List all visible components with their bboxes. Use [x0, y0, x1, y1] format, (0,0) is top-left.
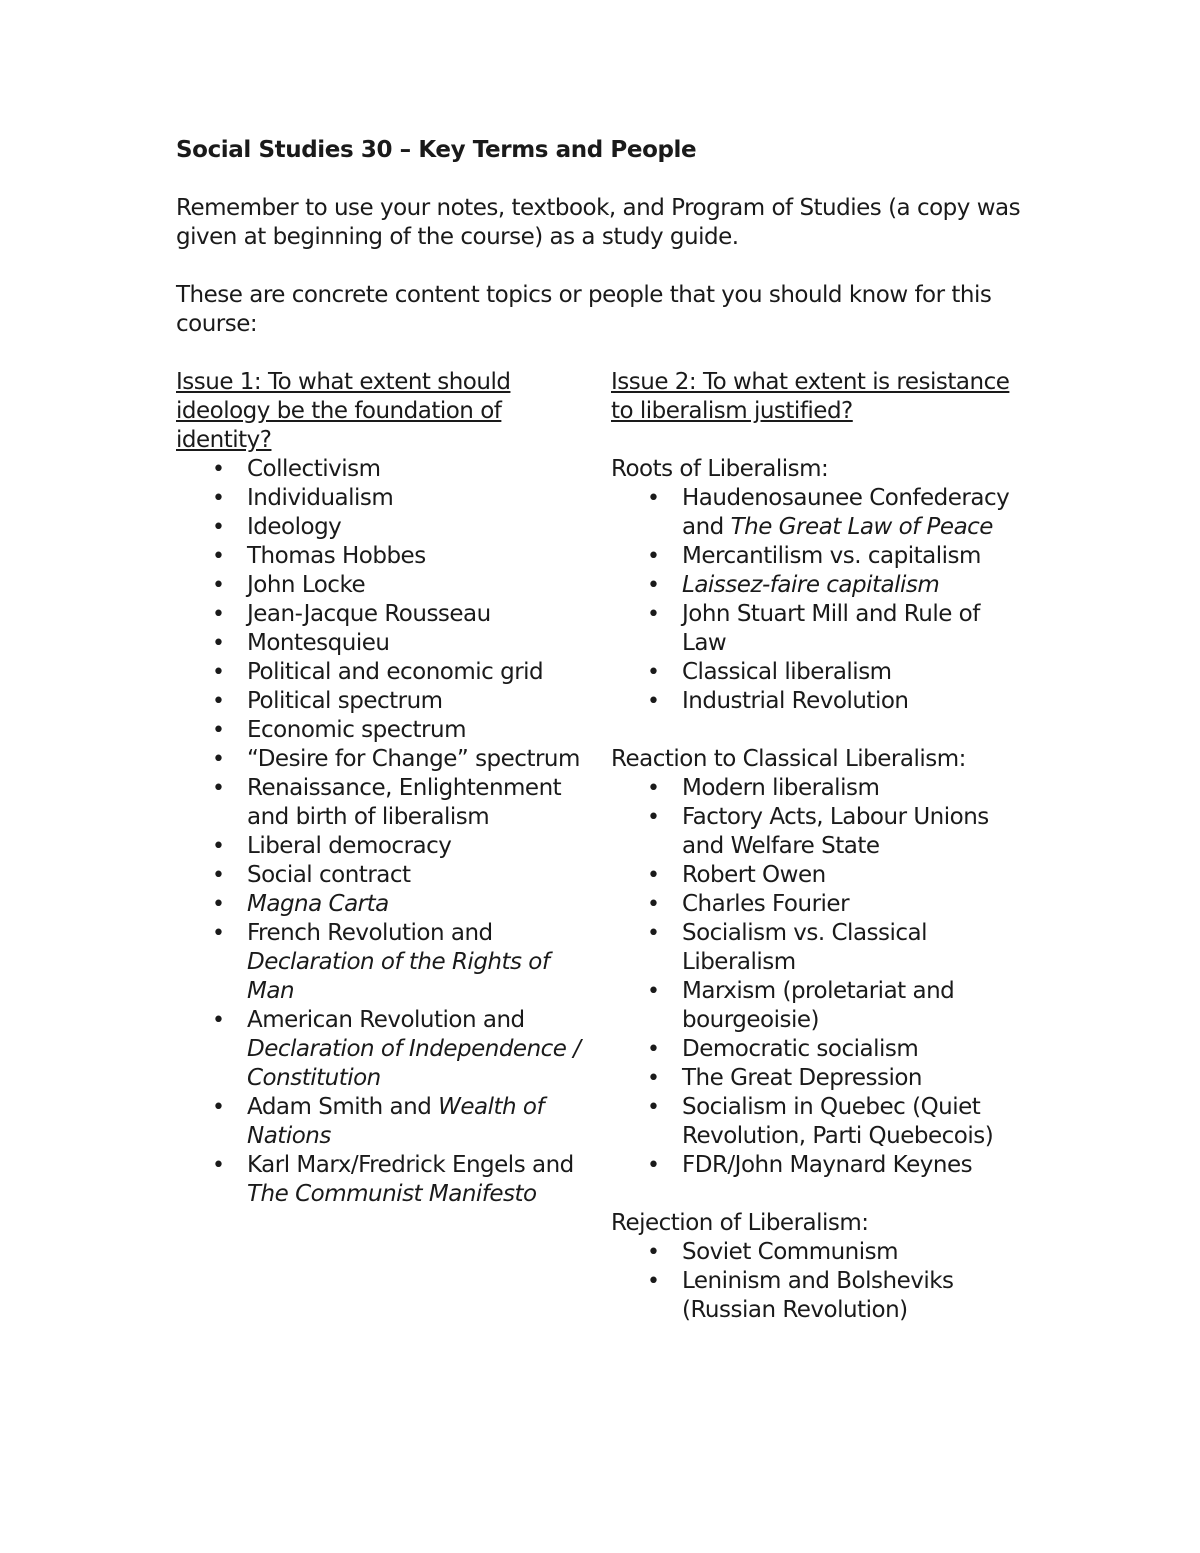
list-item: • “Desire for Change” spectrum [176, 745, 587, 774]
rejection-list [611, 1238, 1031, 1325]
issue-1-list [176, 455, 596, 1209]
communist-manifesto-text: The Communist Manifesto [247, 1181, 537, 1207]
list-item: • Jean-Jacque Rousseau [176, 600, 587, 629]
list-item [176, 1093, 587, 1151]
list-item: • Charles Fourier [611, 890, 1022, 919]
list-item: • Robert Owen [611, 861, 1022, 890]
list-item: • FDR/John Maynard Keynes [611, 1151, 1022, 1180]
rejection-heading: Rejection of Liberalism: [611, 1210, 869, 1236]
list-item: • Liberal democracy [176, 832, 587, 861]
american-revolution-text: American Revolution and [247, 1007, 525, 1033]
list-item: • Marxism (proletariat and bourgeoisie) [611, 977, 1022, 1035]
spacer [611, 426, 1031, 455]
reaction-list [611, 774, 1031, 1180]
haudenosaunee-text: Haudenosaunee Confederacy and [682, 485, 1010, 540]
list-item [611, 484, 1022, 542]
issue-1-heading: Issue 1: To what extent should ideology be the foundation of identity? [176, 369, 511, 453]
list-item [611, 571, 1022, 600]
list-item: • Economic spectrum [176, 716, 587, 745]
marx-engels-text: Karl Marx/Fredrick Engels and [247, 1152, 574, 1178]
french-revolution-text: French Revolution and [247, 920, 493, 946]
list-item: • Social contract [176, 861, 587, 890]
list-item: • Democratic socialism [611, 1035, 1022, 1064]
list-item [176, 1151, 587, 1209]
laissez-faire-text: Laissez-faire capitalism [682, 572, 940, 598]
list-item: • Factory Acts, Labour Unions and Welfare State [611, 803, 1022, 861]
list-item [176, 919, 587, 1006]
declaration-independence-text: Declaration of Independence / Constitution [247, 1036, 581, 1091]
list-item: • Classical liberalism [611, 658, 1022, 687]
list-item: • The Great Depression [611, 1064, 1022, 1093]
list-item [176, 1006, 587, 1093]
list-item [176, 890, 587, 919]
great-law-of-peace-text: The Great Law of Peace [730, 514, 993, 540]
list-item: • Montesquieu [176, 629, 587, 658]
document-title: Social Studies 30 – Key Terms and People [176, 137, 697, 163]
list-item: • Socialism vs. Classical Liberalism [611, 919, 1022, 977]
list-item: • John Locke [176, 571, 587, 600]
list-item: • Political spectrum [176, 687, 587, 716]
wealth-of-nations-text: Wealth of Nations [247, 1094, 545, 1149]
intro-paragraph: Remember to use your notes, textbook, and Program of Studies (a copy was given at beginning of the course) as a study guide. [176, 195, 1021, 250]
issue-1-column [176, 368, 596, 1209]
document-page [176, 136, 1036, 1323]
adam-smith-text: Adam Smith and [247, 1094, 439, 1120]
list-item: • Political and economic grid [176, 658, 587, 687]
list-item: • Leninism and Bolsheviks (Russian Revolution) [611, 1267, 1022, 1325]
roots-heading: Roots of Liberalism: [611, 456, 829, 482]
list-item: • John Stuart Mill and Rule of Law [611, 600, 1022, 658]
list-item: • Renaissance, Enlightenment and birth of liberalism [176, 774, 587, 832]
roots-list [611, 484, 1031, 716]
list-item: • Mercantilism vs. capitalism [611, 542, 1022, 571]
list-item: • Socialism in Quebec (Quiet Revolution, Parti Quebecois) [611, 1093, 1022, 1151]
list-item: • Thomas Hobbes [176, 542, 587, 571]
spacer [611, 1180, 1031, 1209]
issue-2-heading: Issue 2: To what extent is resistance to liberalism justified? [611, 369, 1010, 424]
topics-intro-paragraph: These are concrete content topics or people that you should know for this course: [176, 282, 992, 337]
list-item: • Collectivism [176, 455, 587, 484]
list-item: • Ideology [176, 513, 587, 542]
list-item: • Industrial Revolution [611, 687, 1022, 716]
list-item: • Individualism [176, 484, 587, 513]
issue-2-column [611, 368, 1031, 1325]
magna-carta-text: Magna Carta [247, 891, 389, 917]
declaration-rights-of-man-text: Declaration of the Rights of Man [247, 949, 550, 1004]
list-item: • Modern liberalism [611, 774, 1022, 803]
spacer [611, 716, 1031, 745]
list-item: • Soviet Communism [611, 1238, 1022, 1267]
reaction-heading: Reaction to Classical Liberalism: [611, 746, 966, 772]
